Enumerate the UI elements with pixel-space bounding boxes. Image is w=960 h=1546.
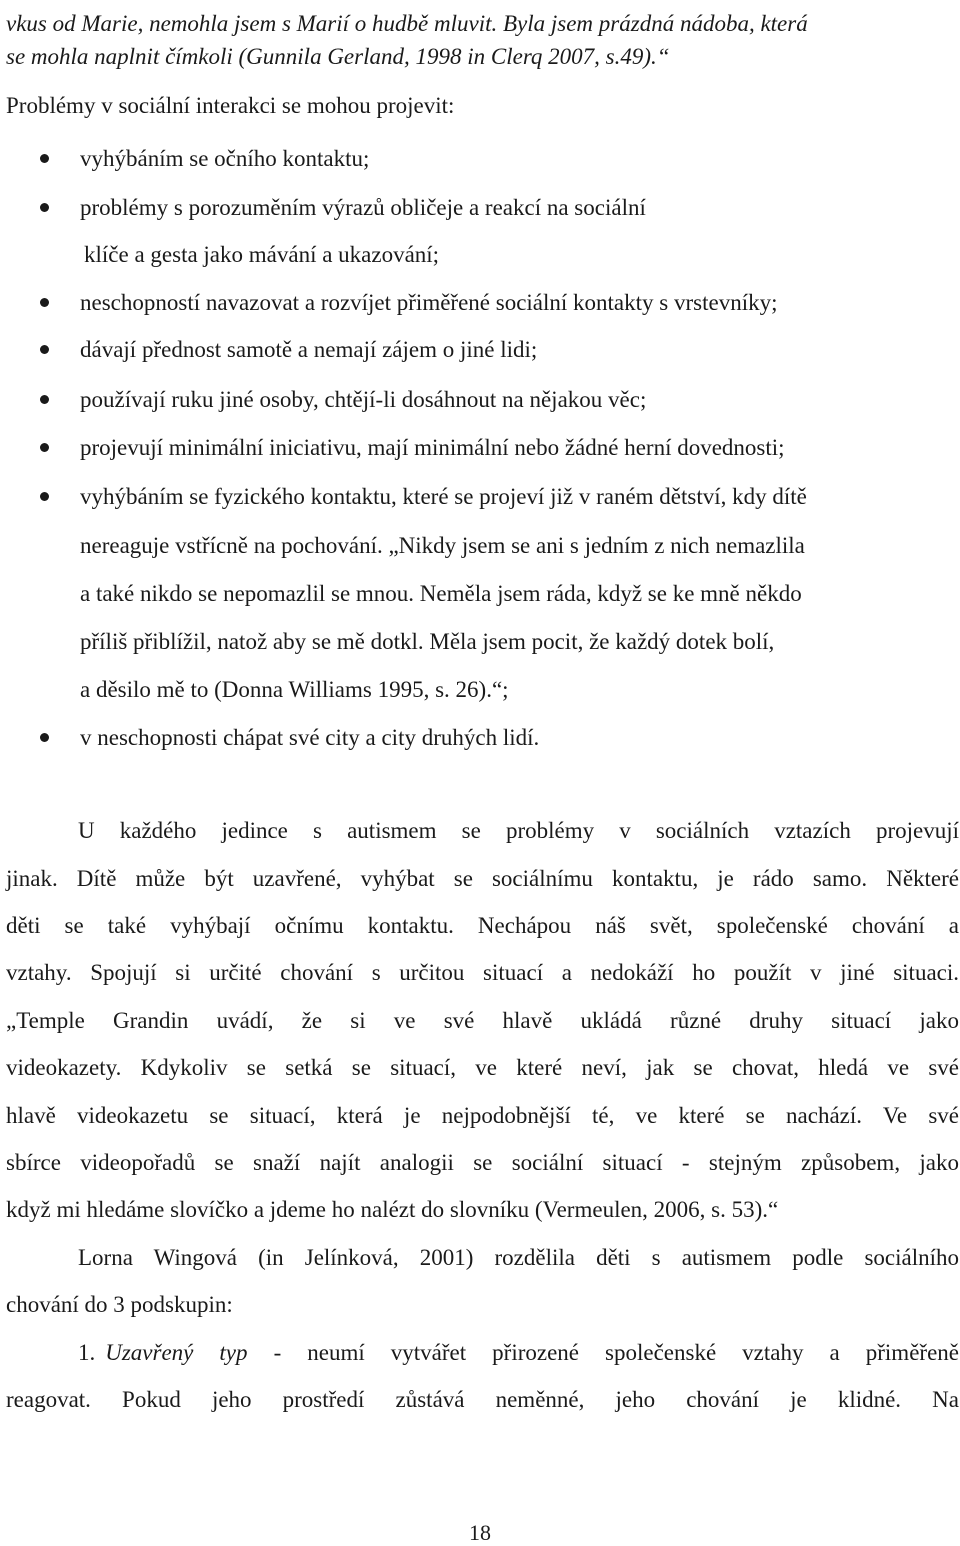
bullet-icon	[40, 443, 49, 452]
numbered-item-line: reagovat. Pokud jeho prostředí zůstává neměnné, jeho chování je klidné. Na	[6, 1387, 959, 1412]
item-description: - neumí vytvářet přirozené společenské vztahy a přiměřeně	[247, 1340, 959, 1365]
item-number: 1.	[78, 1340, 96, 1365]
paragraph-line: vztahy. Spojují si určité chování s určitou situací a nedokáží ho použít v jiné situaci.	[6, 960, 959, 985]
item-text	[105, 1338, 959, 1368]
paragraph-line: U každého jedince s autismem se problémy v sociálních vztazích projevují	[78, 818, 959, 843]
list-item: projevují minimální iniciativu, mají minimální nebo žádné herní dovednosti;	[80, 435, 785, 460]
page-number: 18	[469, 1520, 491, 1545]
list-item: vyhýbáním se fyzického kontaktu, které se projeví již v raném dětství, kdy dítě	[80, 484, 807, 509]
paragraph-line: „Temple Grandin uvádí, že si ve své hlavě ukládá různé druhy situací jako	[6, 1008, 959, 1033]
paragraph-line: jinak. Dítě může být uzavřené, vyhýbat se sociálnímu kontaktu, je rádo samo. Některé	[6, 866, 959, 891]
list-item: klíče a gesta jako mávání a ukazování;	[84, 242, 440, 267]
bullet-icon	[40, 345, 49, 354]
bullet-icon	[40, 733, 49, 742]
bullet-icon	[40, 203, 49, 212]
paragraph-line: videokazety. Kdykoliv se setká se situací, ve které neví, jak se chovat, hledá ve své	[6, 1055, 959, 1080]
quote-line: vkus od Marie, nemohla jsem s Marií o hudbě mluvit. Byla jsem prázdná nádoba, která	[6, 11, 808, 36]
item-term: Uzavřený typ	[105, 1340, 248, 1365]
list-item: problémy s porozuměním výrazů obličeje a reakcí na sociální	[80, 195, 646, 220]
paragraph-line: děti se také vyhýbají očnímu kontaktu. Nechápou náš svět, společenské chování a	[6, 913, 959, 938]
bullet-icon	[40, 298, 49, 307]
bullet-icon	[40, 492, 49, 501]
list-item: dávají přednost samotě a nemají zájem o jiné lidi;	[80, 337, 538, 362]
list-item: nereaguje vstřícně na pochování. „Nikdy jsem se ani s jedním z nich nemazlila	[80, 533, 805, 558]
list-item: a děsilo mě to (Donna Williams 1995, s. 26).“;	[80, 677, 509, 702]
quote-line: se mohla naplnit čímkoli (Gunnila Gerland, 1998 in Clerq 2007, s.49).“	[6, 44, 670, 69]
list-item: vyhýbáním se očního kontaktu;	[80, 146, 370, 171]
list-intro: Problémy v sociální interakci se mohou projevit:	[6, 93, 455, 118]
list-item: v neschopnosti chápat své city a city druhých lidí.	[80, 725, 540, 750]
list-item: příliš přiblížil, natož aby se mě dotkl. Měla jsem pocit, že každý dotek bolí,	[80, 629, 775, 654]
list-item: a také nikdo se nepomazlil se mnou. Neměla jsem ráda, když se ke mně někdo	[80, 581, 802, 606]
list-item: používají ruku jiné osoby, chtějí-li dosáhnout na nějakou věc;	[80, 387, 647, 412]
paragraph-line: chování do 3 podskupin:	[6, 1292, 233, 1317]
paragraph-line: když mi hledáme slovíčko a jdeme ho nalézt do slovníku (Vermeulen, 2006, s. 53).“	[6, 1197, 779, 1222]
paragraph-line: hlavě videokazetu se situací, která je nejpodobnější té, ve které se nachází. Ve své	[6, 1103, 959, 1128]
paragraph-line: Lorna Wingová (in Jelínková, 2001) rozdělila děti s autismem podle sociálního	[78, 1245, 959, 1270]
bullet-icon	[40, 154, 49, 163]
list-item: neschopností navazovat a rozvíjet přiměřené sociální kontakty s vrstevníky;	[80, 290, 778, 315]
bullet-icon	[40, 395, 49, 404]
paragraph-line: sbírce videopořadů se snaží najít analogii se sociální situací - stejným způsobem, jako	[6, 1150, 959, 1175]
numbered-item-line	[78, 1338, 959, 1368]
